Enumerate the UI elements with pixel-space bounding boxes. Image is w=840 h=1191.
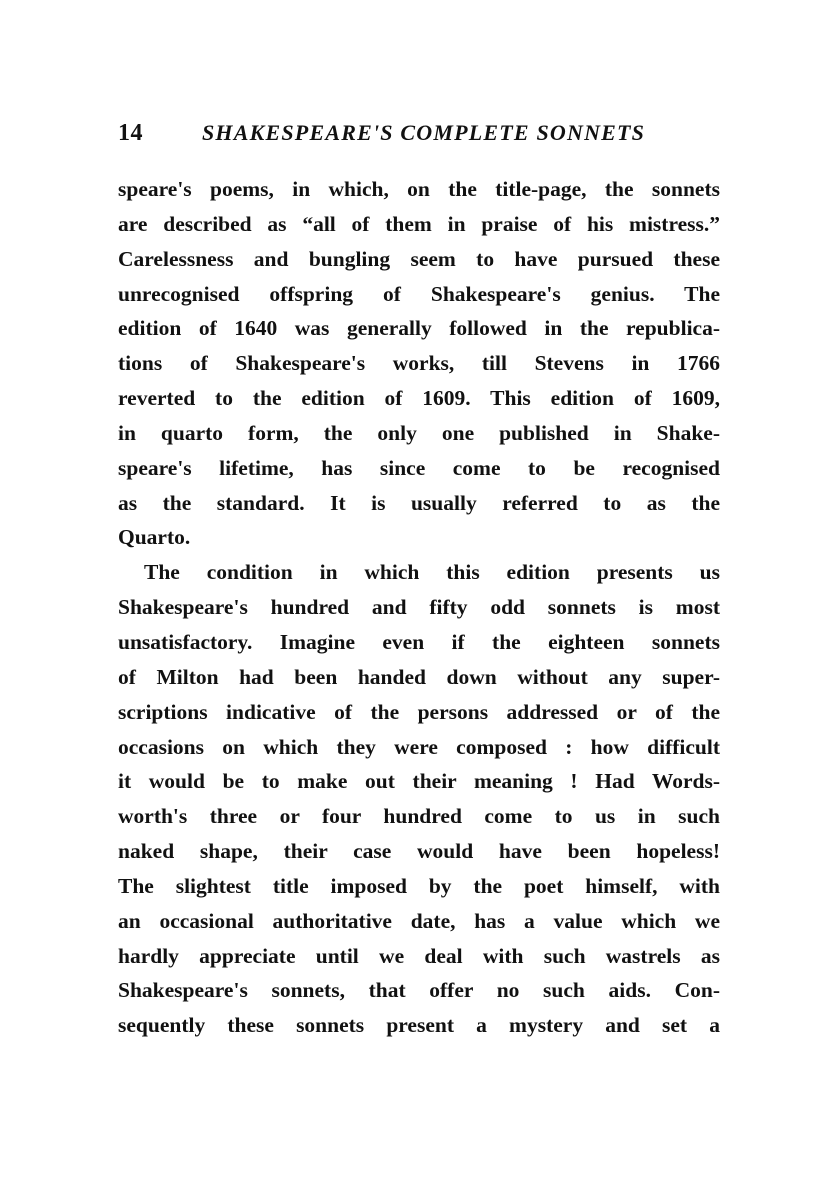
text-line: speare's poems, in which, on the title-page, the sonnets — [118, 177, 720, 201]
text-line: Carelessness and bungling seem to have pursued these — [118, 246, 720, 271]
text-line: hardly appreciate until we deal with such wastrels as — [118, 943, 720, 968]
text-line: of Milton had been handed down without any super- — [118, 664, 720, 689]
text-line: naked shape, their case would have been hopeless! — [118, 839, 720, 864]
text-line: unrecognised offspring of Shakespeare's genius. The — [118, 281, 720, 306]
text-line: The slightest title imposed by the poet himself, with — [118, 873, 720, 898]
text-line: it would be to make out their meaning ! Had Words- — [118, 769, 720, 794]
text-line: unsatisfactory. Imagine even if the eighteen sonnets — [118, 629, 720, 654]
text-line: are described as “all of them in praise of his mistress.” — [118, 211, 720, 236]
text-line: worth's three or four hundred come to us in such — [118, 804, 720, 829]
text-line: edition of 1640 was generally followed in the republica- — [118, 316, 720, 341]
running-title: SHAKESPEARE'S COMPLETE SONNETS — [202, 120, 646, 145]
running-head — [118, 120, 720, 154]
text-line: Quarto. — [118, 525, 191, 550]
text-line: an occasional authoritative date, has a value which we — [118, 908, 720, 933]
text-line: tions of Shakespeare's works, till Stevens in 1766 — [118, 351, 720, 376]
paragraph-start-line: The condition in which this edition presents us — [144, 560, 720, 585]
text-line: speare's lifetime, has since come to be recognised — [118, 455, 720, 480]
text-line: in quarto form, the only one published in Shake- — [118, 420, 720, 445]
text-line: scriptions indicative of the persons addressed or of the — [118, 699, 720, 724]
text-line: Shakespeare's hundred and fifty odd sonnets is most — [118, 595, 720, 620]
page-number: 14 — [118, 120, 143, 146]
body-text — [118, 172, 720, 1043]
text-line: sequently these sonnets present a mystery and set a — [118, 1013, 720, 1038]
text-line: reverted to the edition of 1609. This edition of 1609, — [118, 386, 720, 411]
text-line: as the standard. It is usually referred to as the — [118, 490, 720, 515]
text-line: occasions on which they were composed : how difficult — [118, 734, 720, 759]
text-line: Shakespeare's sonnets, that offer no such aids. Con- — [118, 978, 720, 1003]
